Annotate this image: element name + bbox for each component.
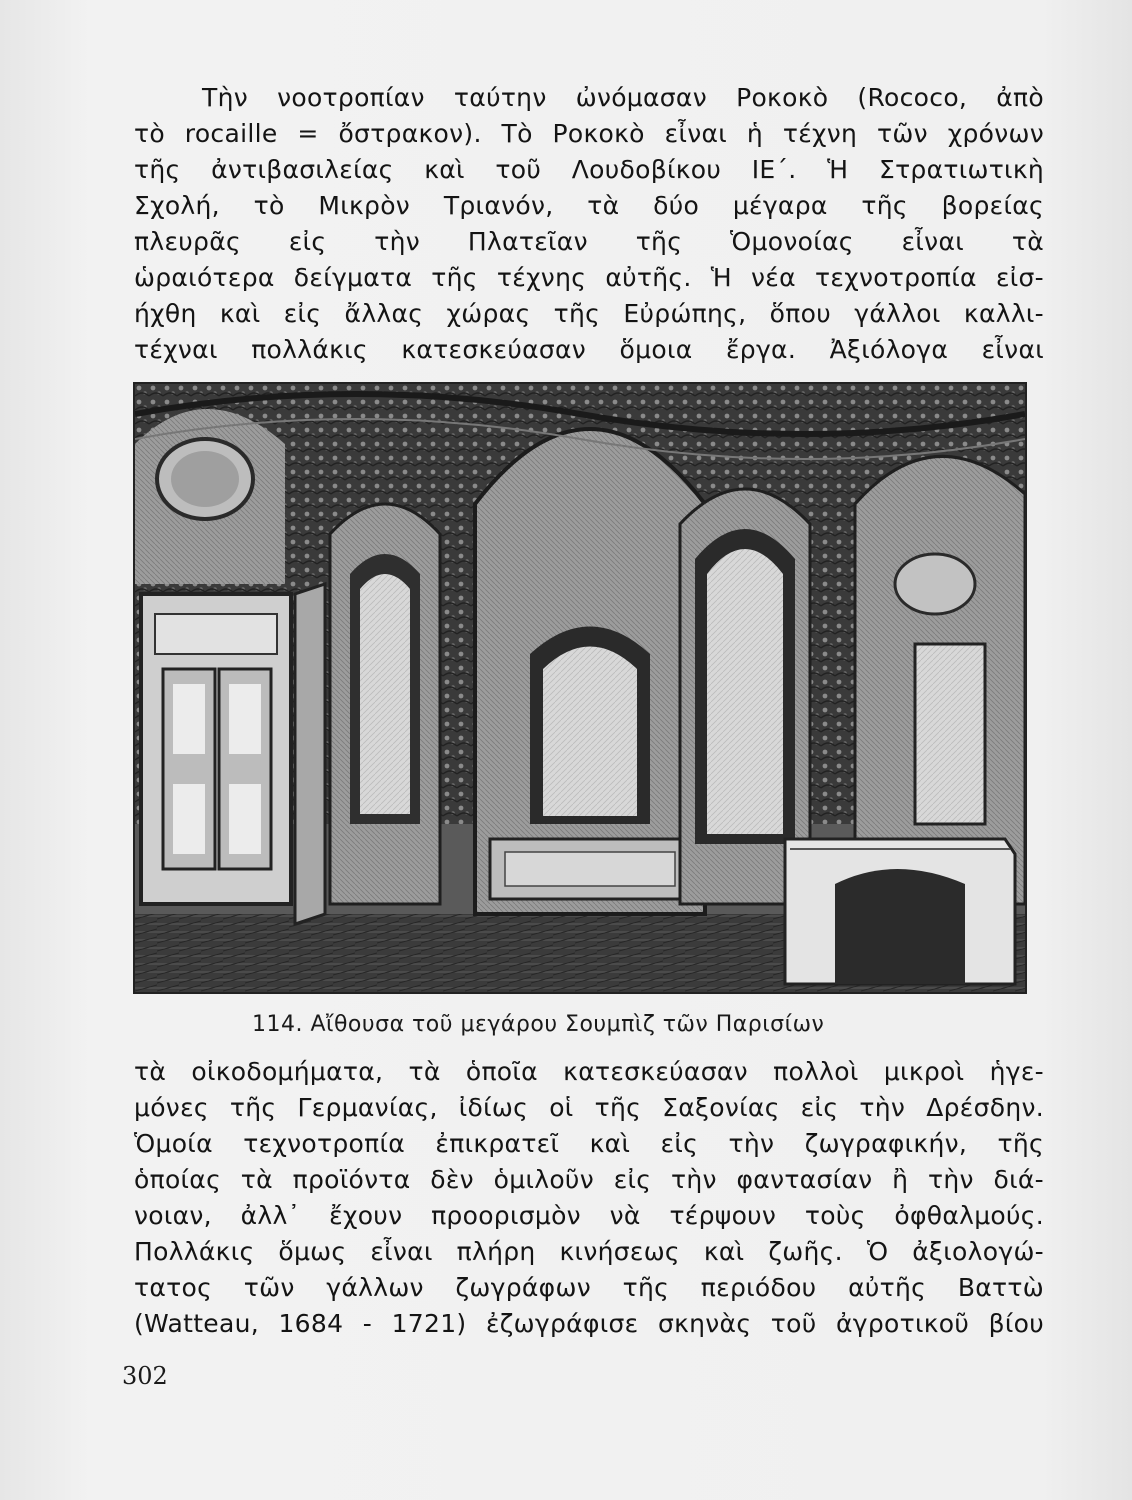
text-line: τατος τῶν γάλλων ζωγράφων τῆς περιόδου αὐτῆς Βαττὼ (134, 1273, 1044, 1302)
text-line: Πολλάκις ὅμως εἶναι πλήρη κινήσεως καὶ ζωῆς. Ὁ ἀξιολογώ- (134, 1237, 1044, 1266)
central-arch (475, 429, 705, 914)
fireplace (785, 839, 1015, 984)
paragraph-top (134, 80, 1044, 368)
text-line: τῆς ἀντιβασιλείας καὶ τοῦ Λουδοβίκου ΙΕ΄. Ἡ Στρατιωτικὴ (134, 155, 1044, 184)
pier-left (330, 504, 440, 904)
text-line: τὰ οἰκοδομήματα, τὰ ὁποῖα κατεσκεύασαν πολλοὶ μικροὶ ἡγε- (134, 1057, 1044, 1086)
engraving-image (135, 384, 1025, 992)
figure-caption: 114. Αἴθουσα τοῦ μεγάρου Σουμπὶζ τῶν Παρισίων (252, 1012, 825, 1037)
text-line: μόνες τῆς Γερμανίας, ἰδίως οἱ τῆς Σαξονίας εἰς τὴν Δρέσδην. (134, 1093, 1044, 1122)
text-line: πλευρᾶς εἰς τὴν Πλατεῖαν τῆς Ὁμονοίας εἶναι τὰ (134, 227, 1044, 256)
text-line: τὸ rocaille = ὄστρακον). Τὸ Ροκοκὸ εἶναι ἡ τέχνη τῶν χρόνων (134, 119, 1044, 148)
text-line: (Watteau, 1684 - 1721) ἐζωγράφισε σκηνὰς τοῦ ἀγροτικοῦ βίου (134, 1309, 1044, 1338)
open-shutter (295, 584, 325, 924)
text-line: Ὁμοία τεχνοτροπία ἐπικρατεῖ καὶ εἰς τὴν ζωγραφικήν, τῆς (134, 1129, 1044, 1158)
text-line: Σχολή, τὸ Μικρὸν Τριανόν, τὰ δύο μέγαρα τῆς βορείας (134, 191, 1044, 220)
doorway (141, 594, 291, 904)
text-line: τέχναι πολλάκις κατεσκεύασαν ὅμοια ἔργα. Ἀξιόλογα εἶναι (134, 335, 1044, 364)
right-arch (855, 456, 1025, 904)
paragraph-bottom (134, 1054, 1044, 1342)
text-line: ὁποίας τὰ προϊόντα δὲν ὁμιλοῦν εἰς τὴν φαντασίαν ἢ τὴν διά- (134, 1165, 1044, 1194)
text-line: νοιαν, ἀλλ᾽ ἔχουν προορισμὸν νὰ τέρψουν τοὺς ὀφθαλμούς. (134, 1201, 1044, 1230)
text-line: ήχθη καὶ εἰς ἄλλας χώρας τῆς Εὐρώπης, ὅπου γάλλοι καλλι- (134, 299, 1044, 328)
text-line: ὡραιότερα δείγματα τῆς τέχνης αὐτῆς. Ἡ νέα τεχνοτροπία εἰσ- (134, 263, 1044, 292)
page-number: 302 (122, 1362, 168, 1390)
text-line: Τὴν νοοτροπίαν ταύτην ὠνόμασαν Ροκοκὸ (Rococo, ἀπὸ (202, 83, 1044, 112)
rococo-salon-engraving (133, 382, 1027, 994)
